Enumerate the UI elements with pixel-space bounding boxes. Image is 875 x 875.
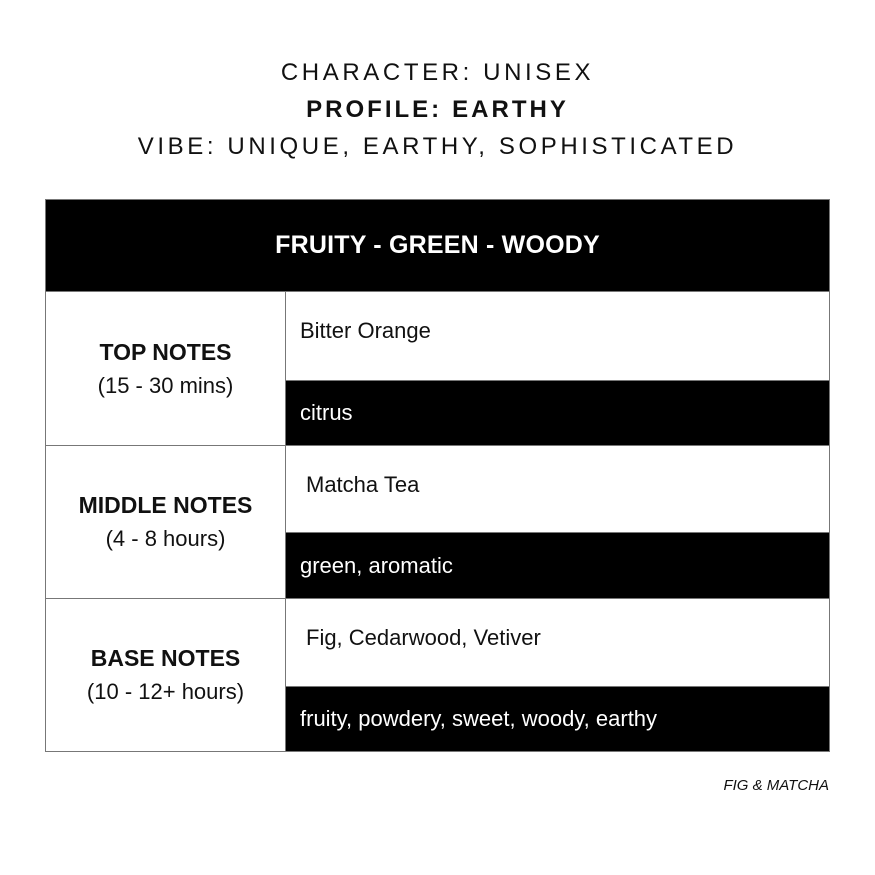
notes-table: [45, 199, 830, 752]
top-notes-row: [46, 292, 829, 446]
base-notes-duration: (10 - 12+ hours): [86, 679, 245, 704]
top-notes-accords: citrus: [286, 381, 829, 445]
middle-notes-title: MIDDLE NOTES: [78, 492, 253, 518]
base-notes-ingredients: Fig, Cedarwood, Vetiver: [286, 599, 829, 687]
middle-notes-accords: green, aromatic: [286, 533, 829, 598]
accord-banner-text: FRUITY - GREEN - WOODY: [275, 231, 600, 259]
character-line: CHARACTER: UNISEX: [280, 59, 595, 86]
top-notes-duration: (15 - 30 mins): [97, 372, 234, 398]
header: [0, 54, 875, 165]
accord-banner: [46, 200, 829, 292]
top-notes-ingredients: Bitter Orange: [286, 292, 829, 381]
middle-notes-ingredients: Matcha Tea: [286, 446, 829, 533]
middle-notes-row: [46, 446, 829, 599]
profile-line: [0, 91, 875, 128]
product-name: FIG & MATCHA: [723, 777, 829, 794]
base-notes-label: [46, 599, 286, 751]
base-notes-title: BASE NOTES: [90, 645, 241, 671]
top-notes-title: TOP NOTES: [99, 338, 232, 365]
profile-label: PROFILE:: [306, 96, 443, 123]
base-notes-accords: fruity, powdery, sweet, woody, earthy: [286, 687, 829, 751]
middle-notes-label: [46, 446, 286, 598]
middle-notes-duration: (4 - 8 hours): [105, 526, 226, 551]
base-notes-row: [46, 599, 829, 751]
profile-value: EARTHY: [452, 96, 569, 123]
top-notes-label: [46, 292, 286, 445]
vibe-line: VIBE: UNIQUE, EARTHY, SOPHISTICATED: [137, 133, 738, 160]
